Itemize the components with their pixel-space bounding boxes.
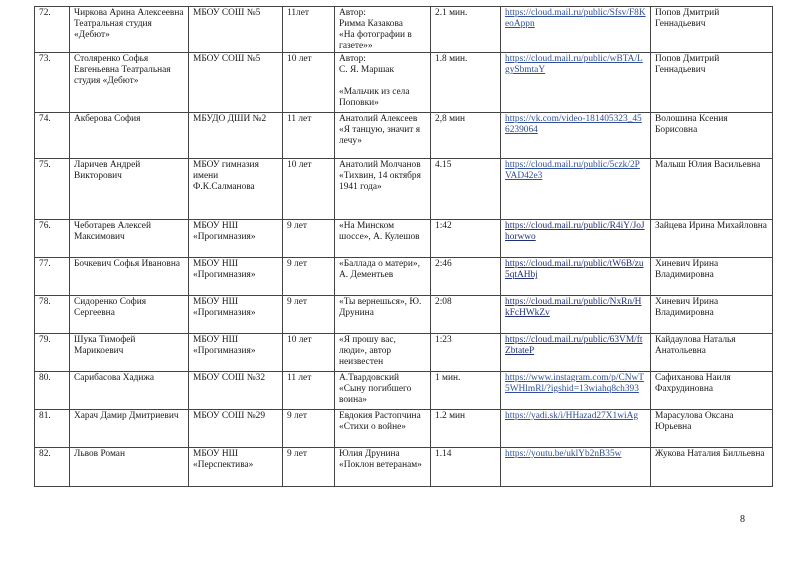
participant-name-cell: Сидоренко София Сергеевна xyxy=(70,296,189,334)
video-link-cell xyxy=(501,159,651,220)
teacher-cell: Марасулова Оксана Юрьевна xyxy=(651,410,773,448)
teacher-cell: Хиневич Ирина Владимировна xyxy=(651,258,773,296)
work-title-line: Юлия Друнина «Поклон ветеранам» xyxy=(339,449,422,470)
row-number-cell: 82. xyxy=(35,448,70,487)
video-link-cell xyxy=(501,53,651,113)
work-title-line: «Ты вернешься», Ю. Друнина xyxy=(339,297,422,318)
teacher-cell: Хиневич Ирина Владимировна xyxy=(651,296,773,334)
age-cell: 11 лет xyxy=(283,372,335,410)
participant-name-cell: Бочкевич Софья Ивановна xyxy=(70,258,189,296)
participant-name-cell: Чеботарев Алексей Максимович xyxy=(70,220,189,258)
work-title-line: Автор: xyxy=(339,8,366,18)
work-title-line: «Мальчик из села Поповки» xyxy=(339,87,410,108)
row-number-cell: 78. xyxy=(35,296,70,334)
work-title-line: Евдокия Растопчина «Стихи о войне» xyxy=(339,411,421,432)
participant-name-cell: Ларичев Андрей Викторович xyxy=(70,159,189,220)
table-body xyxy=(35,7,773,487)
work-title-line: «На фотографии в газете»» xyxy=(339,30,412,51)
age-cell: 9 лет xyxy=(283,220,335,258)
participant-name-cell: Столяренко Софья Евгеньевна Театральная студия «Дебют» xyxy=(70,53,189,113)
teacher-cell: Сафиханова Наиля Фахрудиновна xyxy=(651,372,773,410)
duration-cell: 1:23 xyxy=(431,334,501,372)
video-link[interactable]: https://www.instagram.com/p/CNwT5WHlmRl/?igshid=13wiahq8ch393 xyxy=(505,373,644,394)
work-title-line: А.Твардовский «Сыну погибшего воина» xyxy=(339,373,412,405)
work-title-line: С. Я. Маршак xyxy=(339,65,395,75)
work-title-line xyxy=(339,76,426,87)
teacher-cell: Попов Дмитрий Геннадьевич xyxy=(651,7,773,53)
row-number-cell: 75. xyxy=(35,159,70,220)
work-title-line: «На Минском шоссе», А. Кулешов xyxy=(339,221,420,242)
school-cell: МБОУ СОШ №5 xyxy=(189,7,283,53)
video-link-cell xyxy=(501,296,651,334)
row-number-cell: 79. xyxy=(35,334,70,372)
work-title-cell xyxy=(335,113,431,159)
duration-cell: 1.2 мин xyxy=(431,410,501,448)
row-number-cell: 74. xyxy=(35,113,70,159)
age-cell: 10 лет xyxy=(283,334,335,372)
teacher-cell: Кайдаулова Наталья Анатольевна xyxy=(651,334,773,372)
duration-cell: 1:42 xyxy=(431,220,501,258)
participant-name-cell: Акберова София xyxy=(70,113,189,159)
video-link-cell xyxy=(501,113,651,159)
work-title-line: Римма Казакова xyxy=(339,19,403,29)
row-number-cell: 76. xyxy=(35,220,70,258)
row-number-cell: 73. xyxy=(35,53,70,113)
video-link[interactable]: https://cloud.mail.ru/public/tW6B/zu5qtAHbj xyxy=(505,259,644,280)
age-cell: 11лет xyxy=(283,7,335,53)
teacher-cell: Жукова Наталия Билльевна xyxy=(651,448,773,487)
school-cell: МБОУ СОШ №29 xyxy=(189,410,283,448)
work-title-line: Анатолий Молчанов «Тихвин, 14 октября 1941 года» xyxy=(339,160,421,192)
row-number-cell: 81. xyxy=(35,410,70,448)
row-number-cell: 77. xyxy=(35,258,70,296)
duration-cell: 2:46 xyxy=(431,258,501,296)
video-link-cell xyxy=(501,448,651,487)
participant-name-cell: Шука Тимофей Марикоевич xyxy=(70,334,189,372)
participant-name-cell: Чиркова Арина Алексеевна Театральная студия «Дебют» xyxy=(70,7,189,53)
video-link[interactable]: https://cloud.mail.ru/public/5czk/2PVAD42e3 xyxy=(505,160,640,181)
teacher-cell: Волошина Ксения Борисовна xyxy=(651,113,773,159)
work-title-cell xyxy=(335,448,431,487)
teacher-cell: Зайцева Ирина Михайловна xyxy=(651,220,773,258)
work-title-cell xyxy=(335,220,431,258)
video-link[interactable]: https://yadi.sk/i/HHazad27X1wiAg xyxy=(505,411,639,421)
work-title-cell xyxy=(335,159,431,220)
school-cell: МБОУ гимназия имени Ф.К.Салманова xyxy=(189,159,283,220)
duration-cell: 1.14 xyxy=(431,448,501,487)
age-cell: 9 лет xyxy=(283,296,335,334)
work-title-cell xyxy=(335,410,431,448)
video-link[interactable]: https://cloud.mail.ru/public/wBTA/LgySbmtaY xyxy=(505,54,643,75)
age-cell: 9 лет xyxy=(283,258,335,296)
participant-name-cell: Львов Роман xyxy=(70,448,189,487)
video-link[interactable]: https://youtu.be/uklYb2nB35w xyxy=(505,449,622,459)
duration-cell: 1.8 мин. xyxy=(431,53,501,113)
video-link-cell xyxy=(501,410,651,448)
school-cell: МБОУ НШ «Прогимназия» xyxy=(189,296,283,334)
video-link[interactable]: https://cloud.mail.ru/public/Sfsv/F8KeoAppn xyxy=(505,8,646,29)
video-link[interactable]: https://cloud.mail.ru/public/63VM/ftZbtateP xyxy=(505,335,643,356)
video-link-cell xyxy=(501,334,651,372)
school-cell: МБОУ СОШ №5 xyxy=(189,53,283,113)
teacher-cell: Попов Дмитрий Геннадьевич xyxy=(651,53,773,113)
table-row xyxy=(35,334,773,372)
duration-cell: 4.15 xyxy=(431,159,501,220)
participants-table xyxy=(34,6,773,487)
work-title-line: Автор: xyxy=(339,54,366,64)
table-row xyxy=(35,372,773,410)
work-title-line: «Я прошу вас, люди», автор неизвестен xyxy=(339,335,396,367)
work-title-cell xyxy=(335,372,431,410)
work-title-cell xyxy=(335,258,431,296)
work-title-cell xyxy=(335,296,431,334)
table-row xyxy=(35,296,773,334)
age-cell: 11 лет xyxy=(283,113,335,159)
row-number-cell: 72. xyxy=(35,7,70,53)
video-link-cell xyxy=(501,7,651,53)
row-number-cell: 80. xyxy=(35,372,70,410)
duration-cell: 2,8 мин xyxy=(431,113,501,159)
participant-name-cell: Харач Дамир Дмитриевич xyxy=(70,410,189,448)
duration-cell: 2:08 xyxy=(431,296,501,334)
video-link-cell xyxy=(501,372,651,410)
video-link[interactable]: https://cloud.mail.ru/public/R4iY/JoJhorwwo xyxy=(505,221,645,242)
work-title-line: «Я танцую, значит я лечу» xyxy=(339,125,421,146)
age-cell: 10 лет xyxy=(283,159,335,220)
work-title-cell xyxy=(335,53,431,113)
table-row xyxy=(35,258,773,296)
school-cell: МБОУ НШ «Прогимназия» xyxy=(189,258,283,296)
school-cell: МБОУ НШ «Прогимназия» xyxy=(189,220,283,258)
age-cell: 9 лет xyxy=(283,410,335,448)
duration-cell: 2.1 мин. xyxy=(431,7,501,53)
work-title-cell xyxy=(335,7,431,53)
school-cell: МБУДО ДШИ №2 xyxy=(189,113,283,159)
duration-cell: 1 мин. xyxy=(431,372,501,410)
teacher-cell: Малыш Юлия Васильевна xyxy=(651,159,773,220)
video-link-cell xyxy=(501,220,651,258)
school-cell: МБОУ СОШ №32 xyxy=(189,372,283,410)
age-cell: 10 лет xyxy=(283,53,335,113)
school-cell: МБОУ НШ «Прогимназия» xyxy=(189,334,283,372)
table-row xyxy=(35,159,773,220)
table-row xyxy=(35,7,773,53)
participant-name-cell: Сарибасова Хадижа xyxy=(70,372,189,410)
video-link[interactable]: https://vk.com/video-181405323_456239064 xyxy=(505,114,642,135)
table-row xyxy=(35,113,773,159)
video-link-cell xyxy=(501,258,651,296)
work-title-line: Анатолий Алексеев xyxy=(339,114,418,124)
video-link[interactable]: https://cloud.mail.ru/public/NxRn/HkFcHWkZv xyxy=(505,297,642,318)
age-cell: 9 лет xyxy=(283,448,335,487)
table-row xyxy=(35,53,773,113)
page-number: 8 xyxy=(740,514,745,525)
table-row xyxy=(35,220,773,258)
table-row xyxy=(35,448,773,487)
work-title-cell xyxy=(335,334,431,372)
work-title-line: «Баллада о матери», А. Дементьев xyxy=(339,259,420,280)
table-row xyxy=(35,410,773,448)
school-cell: МБОУ НШ «Перспектива» xyxy=(189,448,283,487)
